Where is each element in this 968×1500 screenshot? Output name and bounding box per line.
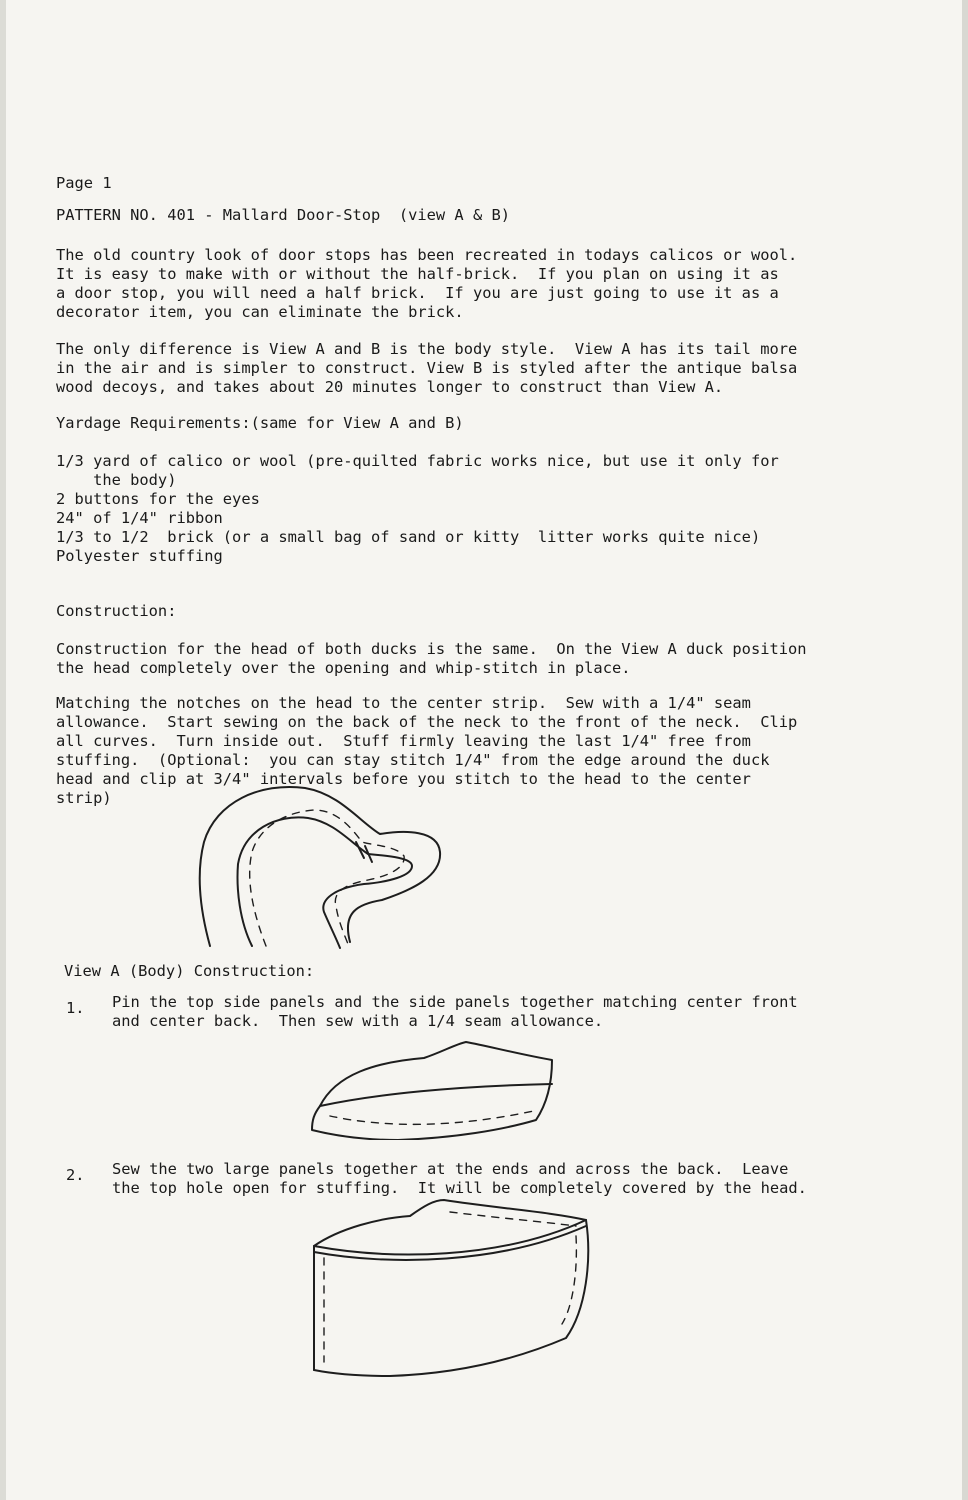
construction-line: allowance. Start sewing on the back of the neck to the front of the neck. Clip	[56, 713, 798, 731]
step-number: 1.	[66, 999, 85, 1017]
scan-edge-left	[0, 0, 6, 1500]
difference-line: in the air and is simpler to construct. View B is styled after the antique balsa	[56, 359, 798, 377]
page-label: Page 1	[56, 174, 112, 192]
intro-line: a door stop, you will need a half brick. If you are just going to use it as a	[56, 284, 779, 302]
construction-line: all curves. Turn inside out. Stuff firmly leaving the last 1/4" free from	[56, 732, 751, 750]
construction-heading: Construction:	[56, 602, 177, 620]
intro-line: decorator item, you can eliminate the brick.	[56, 303, 464, 321]
intro-line: The old country look of door stops has been recreated in todays calicos or wool.	[56, 246, 798, 264]
intro-line: It is easy to make with or without the half-brick. If you plan on using it as	[56, 265, 779, 283]
construction-line: Matching the notches on the head to the center strip. Sew with a 1/4" seam	[56, 694, 751, 712]
yardage-item: Polyester stuffing	[56, 547, 223, 565]
step-number: 2.	[66, 1166, 85, 1184]
step-line: the top hole open for stuffing. It will be completely covered by the head.	[112, 1179, 807, 1197]
construction-line: Construction for the head of both ducks is the same. On the View A duck position	[56, 640, 807, 658]
step-line: Sew the two large panels together at the ends and across the back. Leave	[112, 1160, 789, 1178]
construction-line: stuffing. (Optional: you can stay stitch 1/4" from the edge around the duck	[56, 751, 770, 769]
construction-line: the head completely over the opening and whip-stitch in place.	[56, 659, 631, 677]
yardage-item: 2 buttons for the eyes	[56, 490, 260, 508]
yardage-item: the body)	[56, 471, 177, 489]
yardage-heading: Yardage Requirements:(same for View A and B)	[56, 414, 464, 432]
step-line: and center back. Then sew with a 1/4 seam allowance.	[112, 1012, 604, 1030]
construction-line: head and clip at 3/4" intervals before you stitch to the head to the center	[56, 770, 751, 788]
yardage-item: 24" of 1/4" ribbon	[56, 509, 223, 527]
duck-head-illustration	[190, 772, 460, 952]
view-a-heading: View A (Body) Construction:	[64, 962, 315, 980]
pattern-title: PATTERN NO. 401 - Mallard Door-Stop (view A & B)	[56, 206, 511, 224]
scan-edge-right	[962, 0, 968, 1500]
yardage-item: 1/3 yard of calico or wool (pre-quilted fabric works nice, but use it only for	[56, 452, 779, 470]
assembled-body-illustration	[300, 1198, 600, 1380]
construction-line: strip)	[56, 789, 112, 807]
step-line: Pin the top side panels and the side panels together matching center front	[112, 993, 798, 1011]
yardage-item: 1/3 to 1/2 brick (or a small bag of sand or kitty litter works quite nice)	[56, 528, 761, 546]
difference-line: The only difference is View A and B is the body style. View A has its tail more	[56, 340, 798, 358]
side-panel-illustration	[306, 1040, 566, 1140]
difference-line: wood decoys, and takes about 20 minutes longer to construct than View A.	[56, 378, 724, 396]
